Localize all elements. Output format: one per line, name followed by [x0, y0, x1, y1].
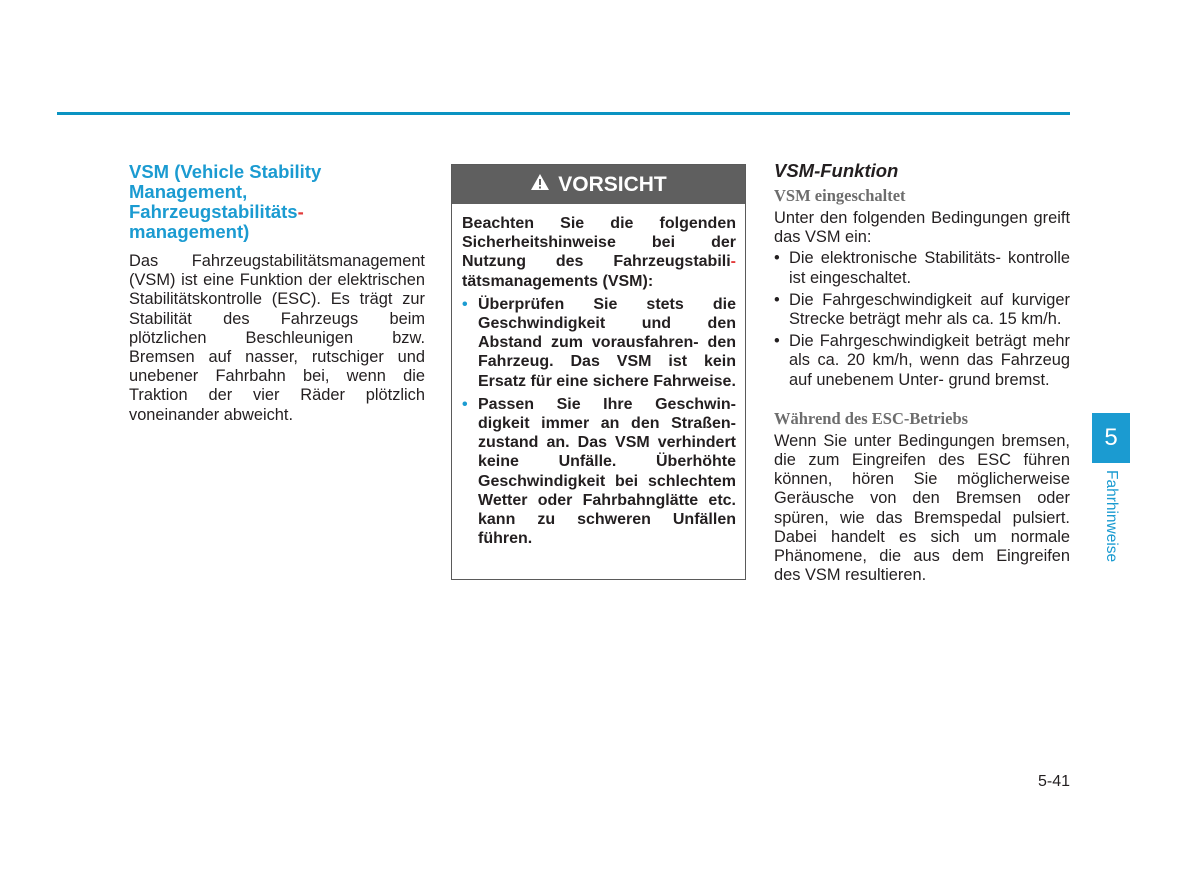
bullet: • [774, 249, 780, 268]
hyphen-mark: - [730, 253, 736, 271]
caution-intro-line: tätsmanagements (VSM): [462, 272, 654, 290]
condition-item [774, 332, 1070, 390]
bullet: • [462, 295, 468, 313]
subheading-esc-betrieb: Während des ESC-Betriebs [774, 408, 969, 428]
caution-box [451, 164, 746, 580]
caution-item [462, 295, 736, 391]
page-number: 5-41 [1037, 773, 1070, 790]
heading-line: management) [129, 221, 250, 242]
bullet: • [774, 290, 780, 309]
caution-list [462, 295, 736, 549]
chapter-number-tab: 5 [1092, 413, 1130, 463]
conditions-intro: Unter den folgenden Bedingungen greift das VSM ein: [774, 209, 1070, 247]
caution-intro-line: Beachten Sie die folgenden Sicherheitshinweise bei der Nutzung des Fahrzeugstabili [462, 215, 736, 271]
caution-title: VORSICHT [558, 172, 667, 196]
caution-item-text: Überprüfen Sie stets die Geschwindigkeit und den Abstand zum vorausfahren- den Fahrzeug. Das VSM ist kein Ersatz für eine sichere Fahrweise. [478, 295, 736, 390]
heading-line: VSM (Vehicle Stability [129, 161, 322, 182]
left-column [129, 162, 425, 425]
chapter-label-text: Fahrhinweise [1102, 470, 1120, 563]
condition-item [774, 291, 1070, 329]
warning-triangle-icon [530, 173, 550, 197]
hyphen-mark: - [297, 201, 304, 222]
caution-body [452, 204, 745, 548]
right-column [774, 160, 1070, 587]
vsm-description: Das Fahrzeugstabilitätsmanagement (VSM) ist eine Funktion der elektrischen Stabilitätskontrolle (ESC). Es trägt zur Stabilität des Fahrzeugs beim plötzlichen Beschleunigen bzw. Bremsen auf nasser, rutschiger und unebener Fahrbahn bei, wenn die Traktion der vier Räder plötzlich voneinander abweicht. [129, 252, 425, 424]
caution-intro [462, 214, 736, 291]
heading-line-text: Fahrzeugstabilitäts [129, 201, 298, 222]
header-rule [57, 112, 1070, 115]
caution-item-text: Passen Sie Ihre Geschwin- digkeit immer an den Straßen- zustand an. Das VSM verhindert keine Unfälle. Überhöhte Geschwindigkeit bei schlechtem Wetter oder Fahrbahnglätte etc. kann zu schweren Unfällen führen. [478, 395, 736, 548]
chapter-label [1092, 470, 1130, 580]
bullet: • [774, 332, 780, 351]
esc-description: Wenn Sie unter Bedingungen bremsen, die zum Eingreifen des ESC führen können, hören Sie möglicherweise Geräusche von den Bremsen oder spüren, wie das Bremspedal pulsiert. Dabei handelt es sich um normale Phänomene, die aus dem Eingreifen des VSM resultieren. [774, 431, 1070, 585]
conditions-list [774, 249, 1070, 389]
condition-item-text: Die elektronische Stabilitäts- kontrolle ist eingeschaltet. [789, 249, 1070, 287]
condition-item-text: Die Fahrgeschwindigkeit beträgt mehr als ca. 20 km/h, wenn das Fahrzeug auf unebenem Unter- grund bremst. [789, 332, 1070, 389]
caution-item [462, 395, 736, 549]
caution-header [452, 165, 745, 204]
section-heading-vsm [129, 162, 425, 242]
bullet: • [462, 395, 468, 413]
heading-line [129, 202, 425, 222]
heading-line: Management, [129, 181, 248, 202]
subheading-vsm-eingeschaltet: VSM eingeschaltet [774, 186, 906, 205]
condition-item [774, 249, 1070, 287]
section-title-vsm-funktion: VSM-Funktion [774, 160, 899, 181]
condition-item-text: Die Fahrgeschwindigkeit auf kurviger Strecke beträgt mehr als ca. 15 km/h. [789, 290, 1070, 329]
